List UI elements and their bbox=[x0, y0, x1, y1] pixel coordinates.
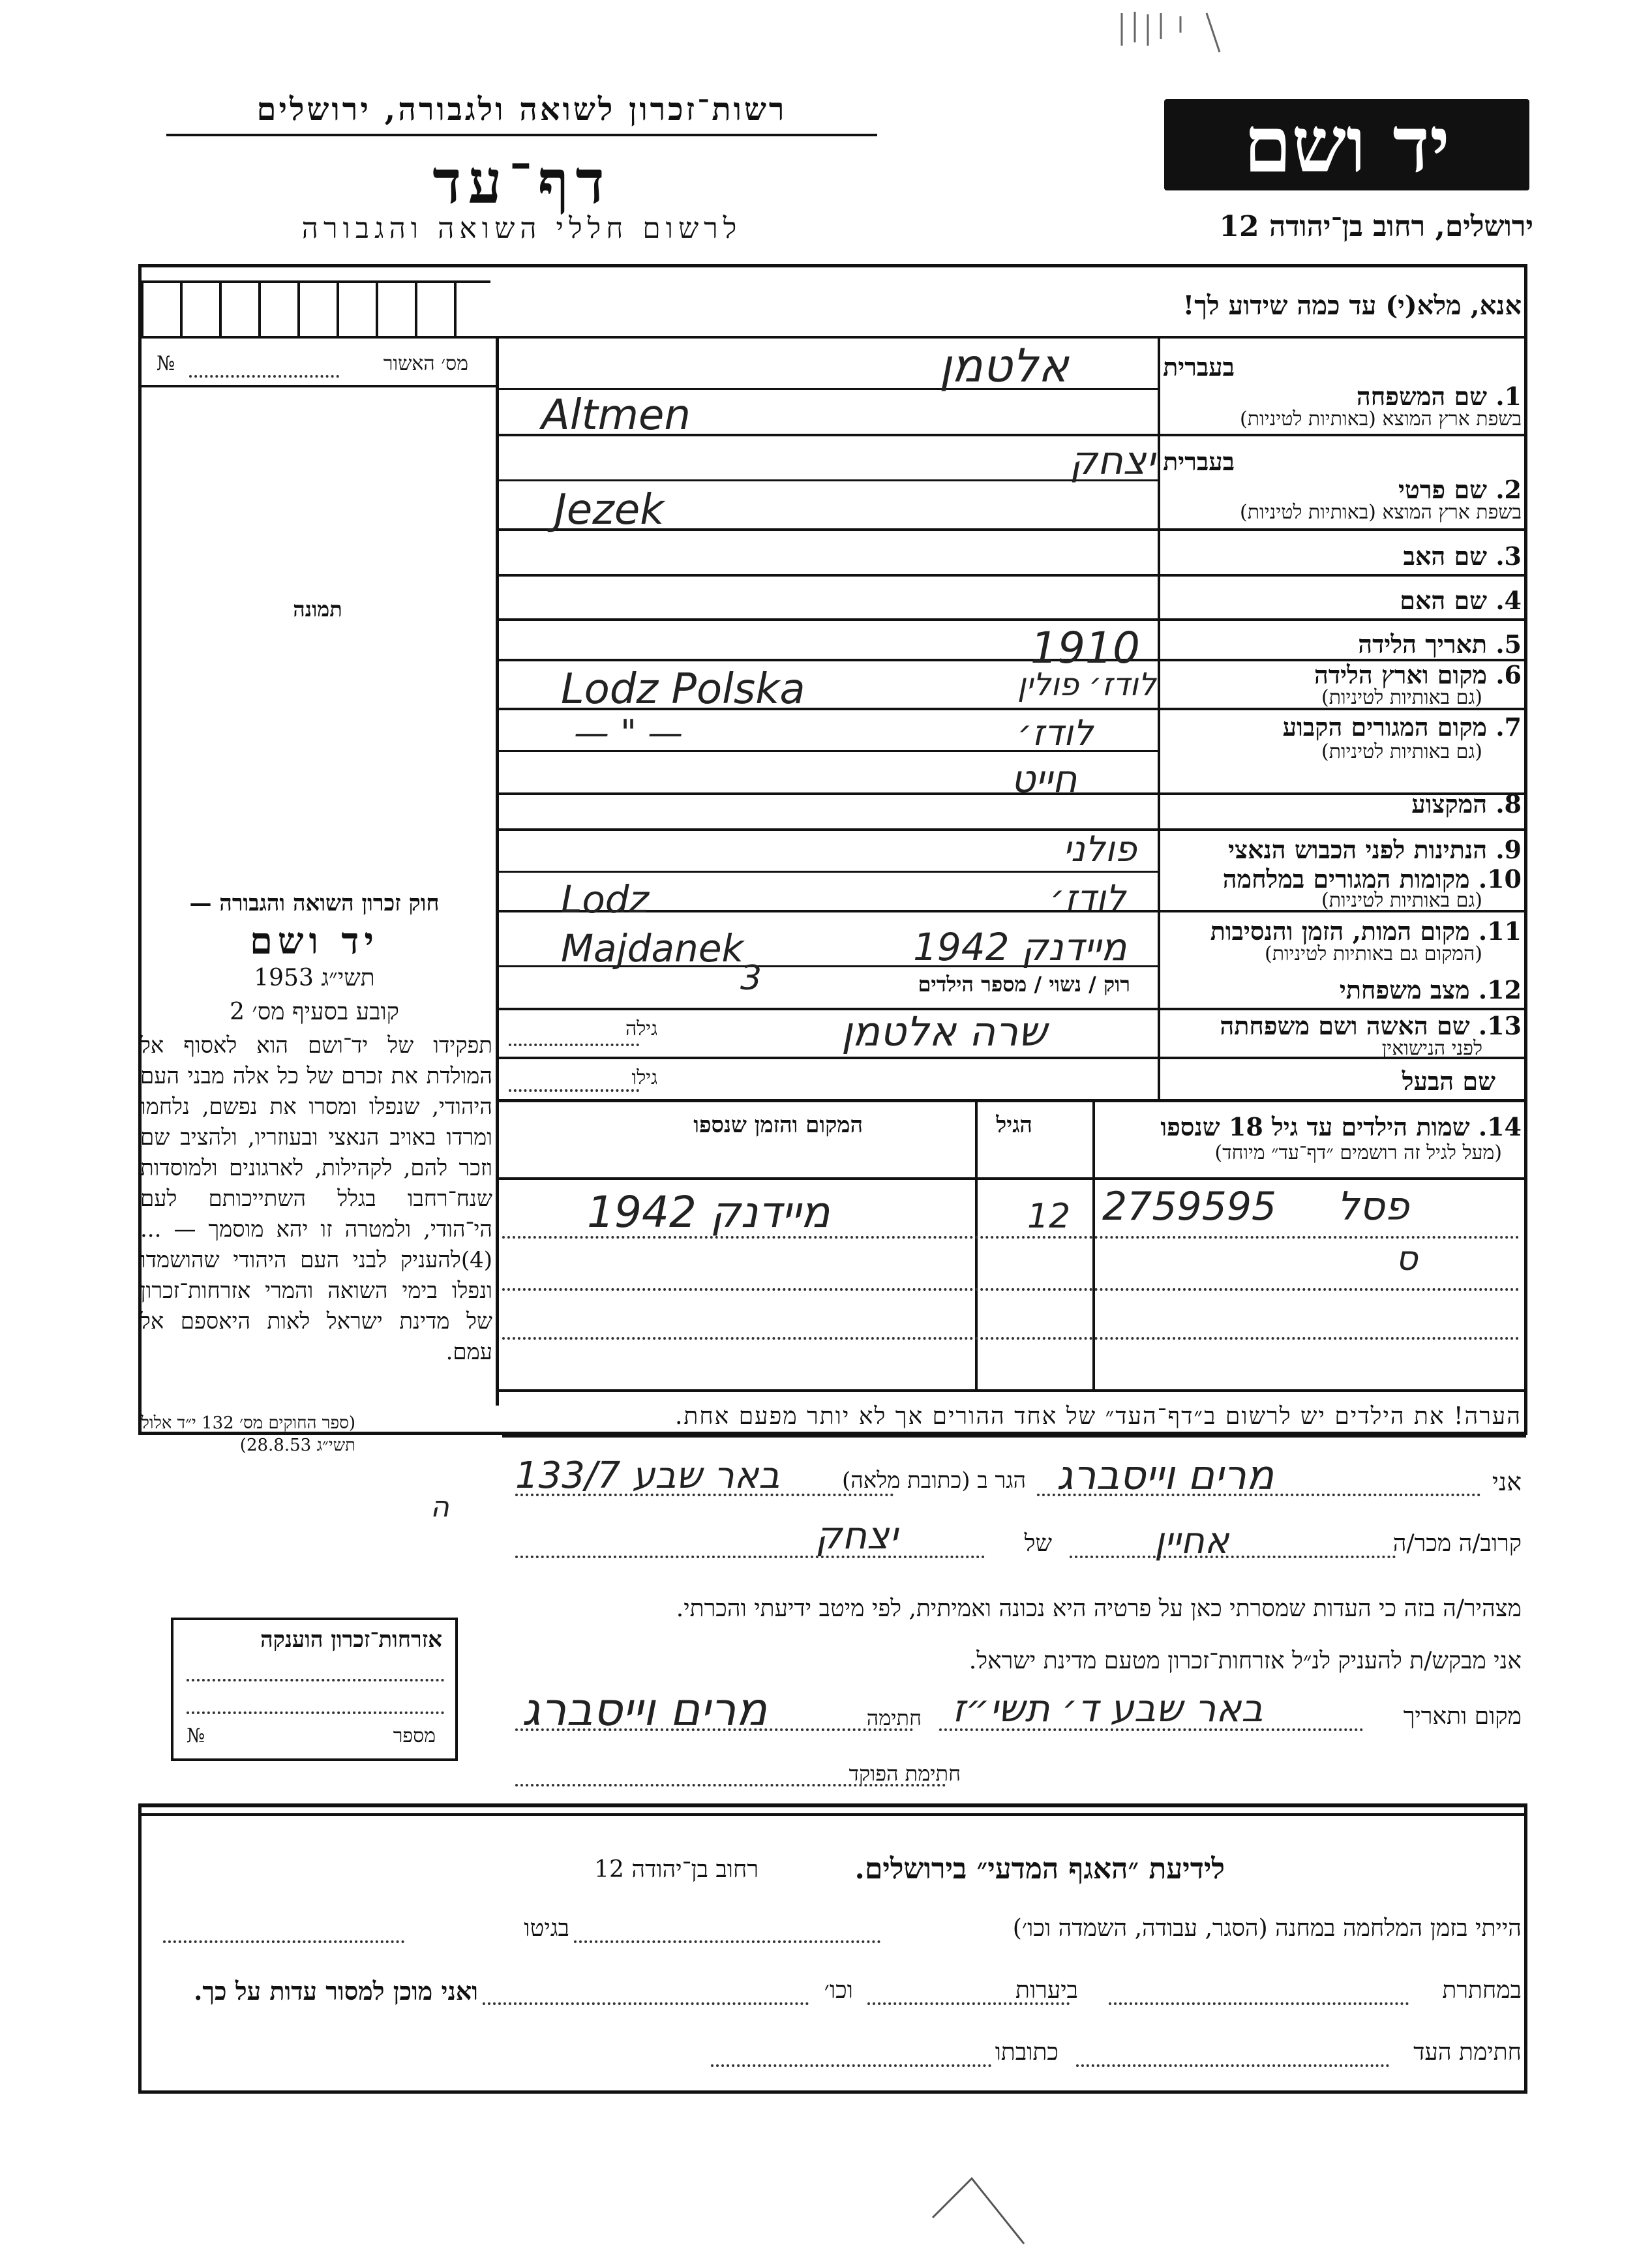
bottom-frame-left bbox=[138, 1803, 142, 2094]
field-4-num: 4. bbox=[1495, 586, 1522, 615]
witness-signature-label: חתימת העד bbox=[1413, 2039, 1522, 2066]
declaration-of: של bbox=[1024, 1530, 1052, 1557]
bottom-double-rule bbox=[138, 1803, 1527, 1807]
hw-witness-name: מרים וייסברג bbox=[1057, 1451, 1274, 1499]
field-4-text: שם האם bbox=[1400, 586, 1488, 615]
field-5-text: תאריך הלידה bbox=[1358, 629, 1488, 659]
field-9-num: 9. bbox=[1495, 835, 1522, 864]
number-boxes bbox=[138, 280, 490, 336]
age-husband-line bbox=[509, 1089, 639, 1092]
approval-no-sign: № bbox=[157, 352, 175, 375]
hw-wife-name: שרה אלטמן bbox=[841, 1008, 1047, 1055]
hw-profession: חייט bbox=[1011, 757, 1077, 801]
citizenship-line bbox=[187, 1679, 444, 1681]
row-line bbox=[496, 574, 1526, 577]
authority-name: רשות־זכרון לשואה ולגבורה, ירושלים bbox=[256, 91, 787, 128]
hw-children-count: 3 bbox=[740, 959, 762, 998]
approval-no-line bbox=[189, 375, 339, 378]
citizenship-number: מספר bbox=[393, 1725, 436, 1747]
bottom-frame-bottom bbox=[138, 2090, 1527, 2094]
hw-of-whom: יצחק bbox=[815, 1513, 898, 1558]
camp-line bbox=[574, 1940, 880, 1943]
citizenship-no: № bbox=[187, 1725, 205, 1747]
field-7-sub: (גם באותיות לטיניות) bbox=[1321, 740, 1482, 763]
law-body: תפקידו של יד־ושם הוא לאסוף אל המולדת את זכרם של כל אלה מבני העם היהודי, שנפלו ומסרו את נפשם, נלחמו ומרדו באויב הנאצי ובעוזריו, ולהציב שם וזכר להם, לקהילות, לארגונים ולמוסדות שנח־רחבו בגלל השתייכותם לעם הי־הודי, ולמטרה זו יהא מוסמך — ...(4)להעניק לבני העם היהודי שהושמדו ונפלו בימי השואה והמרי אזרחות־זכרון של מדינת ישראל לאות היאספם אל עמם. bbox=[140, 1032, 492, 1365]
declaration-relation-line bbox=[1070, 1556, 1396, 1558]
field-2-hebrew-tag: בעברית bbox=[1163, 447, 1235, 476]
officer-signature-line bbox=[515, 1784, 946, 1786]
forests-label: ביערות bbox=[1015, 1977, 1078, 2004]
officer-signature-label: חתימת הפוקד bbox=[849, 1761, 961, 1786]
field-9-label bbox=[1228, 835, 1522, 865]
field-1-num: 1. bbox=[1495, 382, 1522, 411]
field-2-text: שם פרטי bbox=[1398, 475, 1488, 504]
field-6-num: 6. bbox=[1495, 660, 1522, 689]
declaration-resides: הגר ב (כתובת מלאה) bbox=[841, 1468, 1026, 1494]
row-line bbox=[496, 1099, 1526, 1102]
bottom-frame-right bbox=[1524, 1803, 1527, 2094]
field-13-text: שם האשה ושם משפחתה bbox=[1220, 1011, 1470, 1040]
age-wife-label: גילה bbox=[625, 1017, 657, 1040]
document-subtitle: לרשום חללי השואה והגבורה bbox=[301, 212, 742, 245]
ghetto-label: בגיטו bbox=[524, 1915, 569, 1942]
photo-box-rule bbox=[138, 385, 497, 387]
witness-signature-line bbox=[1076, 2064, 1389, 2067]
hw-child-name: פסל bbox=[1337, 1184, 1409, 1229]
hw-signature: מרים וייסברג bbox=[522, 1683, 768, 1736]
field-8-num: 8. bbox=[1495, 789, 1522, 819]
children-note: הערה! את הילדים יש לרשום ב״דף־העד״ של אחד ההורים אך לא יותר מפעם אחת. bbox=[674, 1403, 1522, 1430]
hw-nationality: פולני bbox=[1063, 828, 1137, 869]
field-3-label bbox=[1404, 541, 1522, 571]
field-10-sub: (גם באותיות לטיניות) bbox=[1321, 889, 1482, 912]
children-label: 14. שמות הילדים עד גיל 18 שנספו bbox=[1160, 1112, 1522, 1141]
children-header-rule bbox=[496, 1177, 1526, 1180]
header-address: ירושלים, רחוב בן־יהודה 12 bbox=[1219, 210, 1533, 243]
hw-birthplace-hebrew: לודז׳ פולין bbox=[1017, 667, 1156, 703]
field-6-text: מקום וארץ הלידה bbox=[1314, 660, 1488, 689]
row-line bbox=[496, 871, 1158, 873]
hw-death-hebrew: מיידנק 1942 bbox=[913, 925, 1127, 969]
age-husband-label: גילו bbox=[631, 1066, 657, 1089]
hw-birthplace-latin: Lodz Polska bbox=[561, 665, 805, 714]
row-line bbox=[496, 618, 1526, 621]
hw-place-date: באר שבע ד׳ תשי״ז bbox=[952, 1686, 1263, 1730]
row-line bbox=[496, 1057, 1526, 1059]
intro-row-bottom bbox=[138, 336, 1527, 339]
signature-label: חתימה bbox=[866, 1706, 922, 1730]
children-row-line bbox=[502, 1337, 1520, 1340]
logo-text: יד ושם bbox=[1243, 99, 1450, 190]
field-1-text: שם המשפחה bbox=[1356, 382, 1488, 411]
field-13-sub: לפני הנישואין bbox=[1381, 1037, 1482, 1060]
law-section: קובע בסעיף מס׳ 2 bbox=[230, 999, 399, 1025]
ghetto-line bbox=[163, 1940, 404, 1943]
stray-pen-marks bbox=[926, 2165, 1030, 2250]
photo-label: תמונה bbox=[293, 597, 342, 622]
law-year: תשי״ג 1953 bbox=[254, 965, 375, 991]
citizenship-title: אזרחות־זכרון הוענקה bbox=[260, 1627, 442, 1653]
hw-death-latin: Majdanek bbox=[561, 926, 744, 971]
hw-residence-latin: — " — bbox=[574, 712, 683, 753]
field-7-label bbox=[1283, 712, 1522, 742]
camp-line-label: הייתי בזמן המלחמה במחנה (הסגר, עבודה, השמדה וכו׳) bbox=[1012, 1915, 1522, 1942]
field-11-num: 11. bbox=[1478, 916, 1522, 946]
declaration-statement: מצהיר/ה בזה כי העדות שמסרתי כאן על פרטיה היא נכונה ואמיתית, לפי מיטב ידיעתי והכרתי. bbox=[676, 1595, 1522, 1622]
row-line bbox=[496, 479, 1158, 481]
hw-given-latin: Jezek bbox=[554, 486, 665, 534]
ready-label: ואני מוכן למסור עדות על כך. bbox=[194, 1976, 478, 2006]
field-12-text: מצב משפחתי bbox=[1339, 975, 1470, 1004]
form-intro: אנא, מלא(י) עד כמה שידוע לך! bbox=[1182, 290, 1522, 321]
hw-surname-hebrew: אלטמן bbox=[939, 339, 1069, 393]
hw-child-age: 12 bbox=[1027, 1197, 1071, 1236]
hw-residence-hebrew: לודז׳ bbox=[1017, 712, 1094, 753]
document-title: דף־עד bbox=[432, 147, 611, 217]
children-row-line bbox=[502, 1288, 1520, 1291]
etc-label: וכו׳ bbox=[824, 1977, 853, 2004]
field-3-num: 3. bbox=[1495, 541, 1522, 571]
children-sub: (מעל לגיל זה רושמים ״דף־עד״ מיוחד) bbox=[1214, 1141, 1502, 1164]
marital-options: רוק / נשוי / מספר הילדים bbox=[918, 972, 1130, 997]
field-7-text: מקום המגורים הקבוע bbox=[1282, 712, 1488, 742]
field-2-num: 2. bbox=[1495, 475, 1522, 504]
field-3-text: שם האב bbox=[1403, 541, 1488, 571]
declaration-request: אני מבקש/ת להעניק לנ״ל אזרחות־זכרון מטעם מדינת ישראל. bbox=[969, 1648, 1522, 1674]
field-5-num: 5. bbox=[1495, 629, 1522, 659]
hw-margin-mark: ה bbox=[430, 1490, 449, 1524]
field-6-sub: (גם באותיות לטיניות) bbox=[1321, 686, 1482, 709]
field-2-sub: בשפת ארץ המוצא (באותיות לטיניות) bbox=[1240, 501, 1522, 524]
field-5-label bbox=[1358, 629, 1522, 659]
hw-birth-year: 1910 bbox=[1030, 623, 1140, 673]
hw-surname-latin: Altmen bbox=[541, 391, 691, 440]
field-10-text: מקומות המגורים במלחמה bbox=[1222, 864, 1470, 894]
law-reference: (ספר החוקים מס׳ 132 י״ד אלול תשי״ג 28.8.53) bbox=[141, 1413, 355, 1455]
field-10-num: 10. bbox=[1478, 864, 1522, 894]
witness-address-line bbox=[711, 2064, 991, 2067]
corner-scan-marks bbox=[1109, 7, 1383, 59]
law-name: יד ושם bbox=[249, 920, 380, 963]
witness-address-label: כתובתו bbox=[995, 2039, 1059, 2066]
children-col-rule bbox=[1092, 1102, 1095, 1389]
yad-vashem-logo bbox=[1164, 99, 1529, 190]
field-9-text: הנתינות לפני הכבוש הנאצי bbox=[1228, 835, 1488, 864]
field-4-label bbox=[1400, 586, 1522, 616]
hw-witness-address: באר שבע 133/7 bbox=[515, 1454, 780, 1497]
children-place-header: המקום והזמן שנספו bbox=[693, 1112, 863, 1138]
place-date-label: מקום ותאריך bbox=[1403, 1703, 1522, 1730]
header-rule bbox=[166, 134, 877, 136]
declaration-of-line bbox=[515, 1556, 985, 1558]
bottom-address: רחוב בן־יהודה 12 bbox=[594, 1856, 758, 1883]
field-1-hebrew-tag: בעברית bbox=[1163, 352, 1235, 382]
hw-child-place: מיידנק 1942 bbox=[587, 1187, 830, 1237]
hw-given-hebrew: יצחק bbox=[1070, 438, 1155, 484]
field-11-text: מקום המות, הזמן והנסיבות bbox=[1210, 916, 1470, 946]
row-line bbox=[496, 828, 1526, 831]
field-12-num: 12. bbox=[1478, 975, 1522, 1004]
label-column-rule bbox=[1158, 336, 1160, 1099]
hw-relation: אחיין bbox=[1154, 1520, 1229, 1562]
children-col-rule bbox=[975, 1102, 978, 1389]
declaration-i: אני bbox=[1492, 1468, 1522, 1496]
field-7-num: 7. bbox=[1495, 712, 1522, 742]
children-age-header: הגיל bbox=[996, 1112, 1032, 1138]
husband-label: שם הבעל bbox=[1402, 1066, 1495, 1096]
field-8-text: המקצוע bbox=[1411, 789, 1488, 819]
declaration-relative: קרוב/ה מכר/ה bbox=[1392, 1530, 1522, 1557]
declaration-rule bbox=[502, 1435, 1526, 1438]
field-11-sub: (המקום גם באותיות לטיניות) bbox=[1264, 942, 1482, 965]
age-wife-line bbox=[509, 1044, 639, 1046]
forests-line bbox=[867, 2002, 1070, 2005]
approval-no-label: מס׳ האשור bbox=[383, 352, 468, 375]
field-1-sub: בשפת ארץ המוצא (באותיות לטיניות) bbox=[1240, 408, 1522, 430]
citizenship-line bbox=[187, 1711, 444, 1714]
etc-line bbox=[483, 2002, 809, 2005]
citizenship-box bbox=[171, 1618, 458, 1761]
field-12-label bbox=[1340, 975, 1522, 1005]
field-13-num: 13. bbox=[1478, 1011, 1522, 1040]
hw-war-residence-latin: Lodz bbox=[561, 877, 650, 922]
law-title: חוק זכרון השואה והגבורה — bbox=[189, 890, 440, 916]
field-8-label bbox=[1411, 789, 1522, 819]
hw-war-residence-hebrew: לודז׳ bbox=[1050, 877, 1126, 918]
underground-label: במחתרת bbox=[1442, 1977, 1522, 2004]
hw-child-id: 2759595 bbox=[1102, 1184, 1277, 1229]
children-bottom-rule bbox=[496, 1389, 1526, 1392]
hw-mark: ס bbox=[1396, 1239, 1418, 1278]
bottom-title: לידיעת ״האגף המדעי״ בירושלים. bbox=[854, 1852, 1225, 1886]
underground-line bbox=[1109, 2002, 1409, 2005]
bottom-double-rule bbox=[138, 1813, 1527, 1816]
